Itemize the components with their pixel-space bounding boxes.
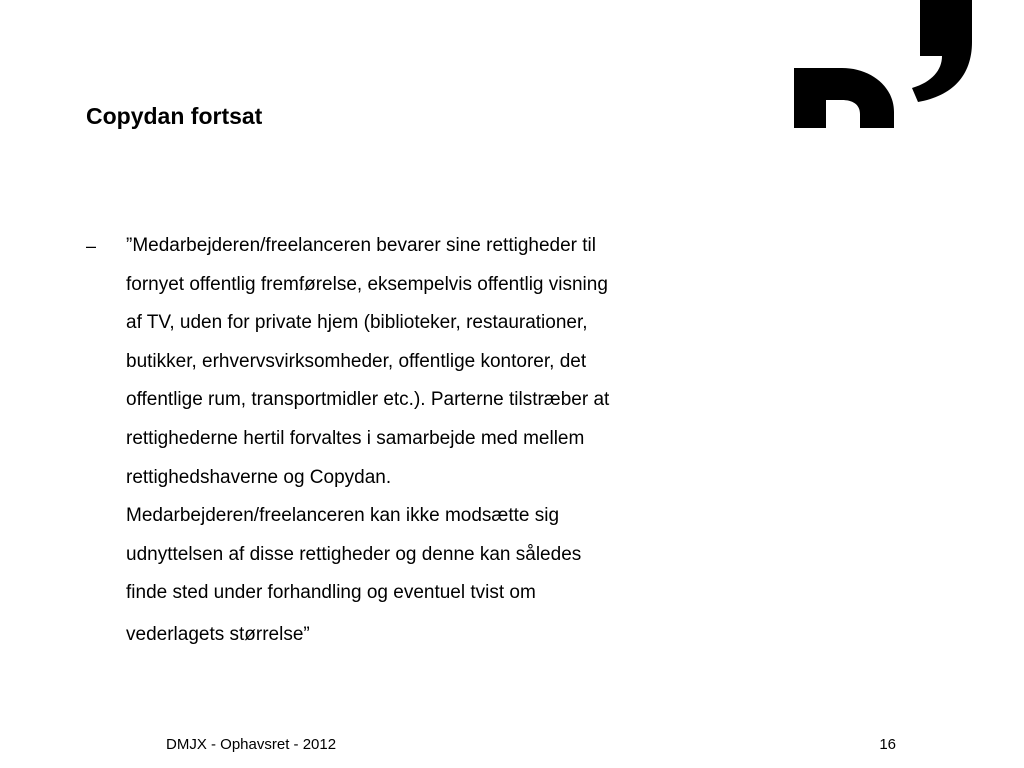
quote-line: vederlagets størrelse”: [126, 623, 310, 645]
page-number: 16: [879, 736, 896, 753]
quote-line: af TV, uden for private hjem (biblioteker, restaurationer,: [126, 312, 588, 334]
slide-title: Copydan fortsat: [86, 103, 263, 129]
footer-text: DMJX - Ophavsret - 2012: [166, 736, 337, 753]
quote-line: ”Medarbejderen/freelanceren bevarer sine rettigheder til: [126, 235, 596, 256]
quote-line: rettighedshaverne og Copydan.: [126, 466, 392, 488]
quote-line: rettighederne hertil forvaltes i samarbejde med mellem: [126, 427, 585, 449]
quote-line: fornyet offentlig fremførelse, eksempelvis offentlig visning: [126, 273, 608, 295]
quote-line: udnyttelsen af disse rettigheder og denne kan således: [126, 543, 582, 565]
quote-text: [126, 227, 746, 655]
quote-line: Medarbejderen/freelanceren kan ikke modsætte sig: [126, 505, 560, 527]
bullet-dash: –: [86, 236, 97, 256]
dmjx-logo-icon: [792, 0, 974, 128]
quote-line: offentlige rum, transportmidler etc.). Parterne tilstræber at: [126, 389, 610, 411]
quote-line: butikker, erhvervsvirksomheder, offentlige kontorer, det: [126, 350, 587, 372]
quote-line: finde sted under forhandling og eventuel tvist om: [126, 582, 536, 604]
